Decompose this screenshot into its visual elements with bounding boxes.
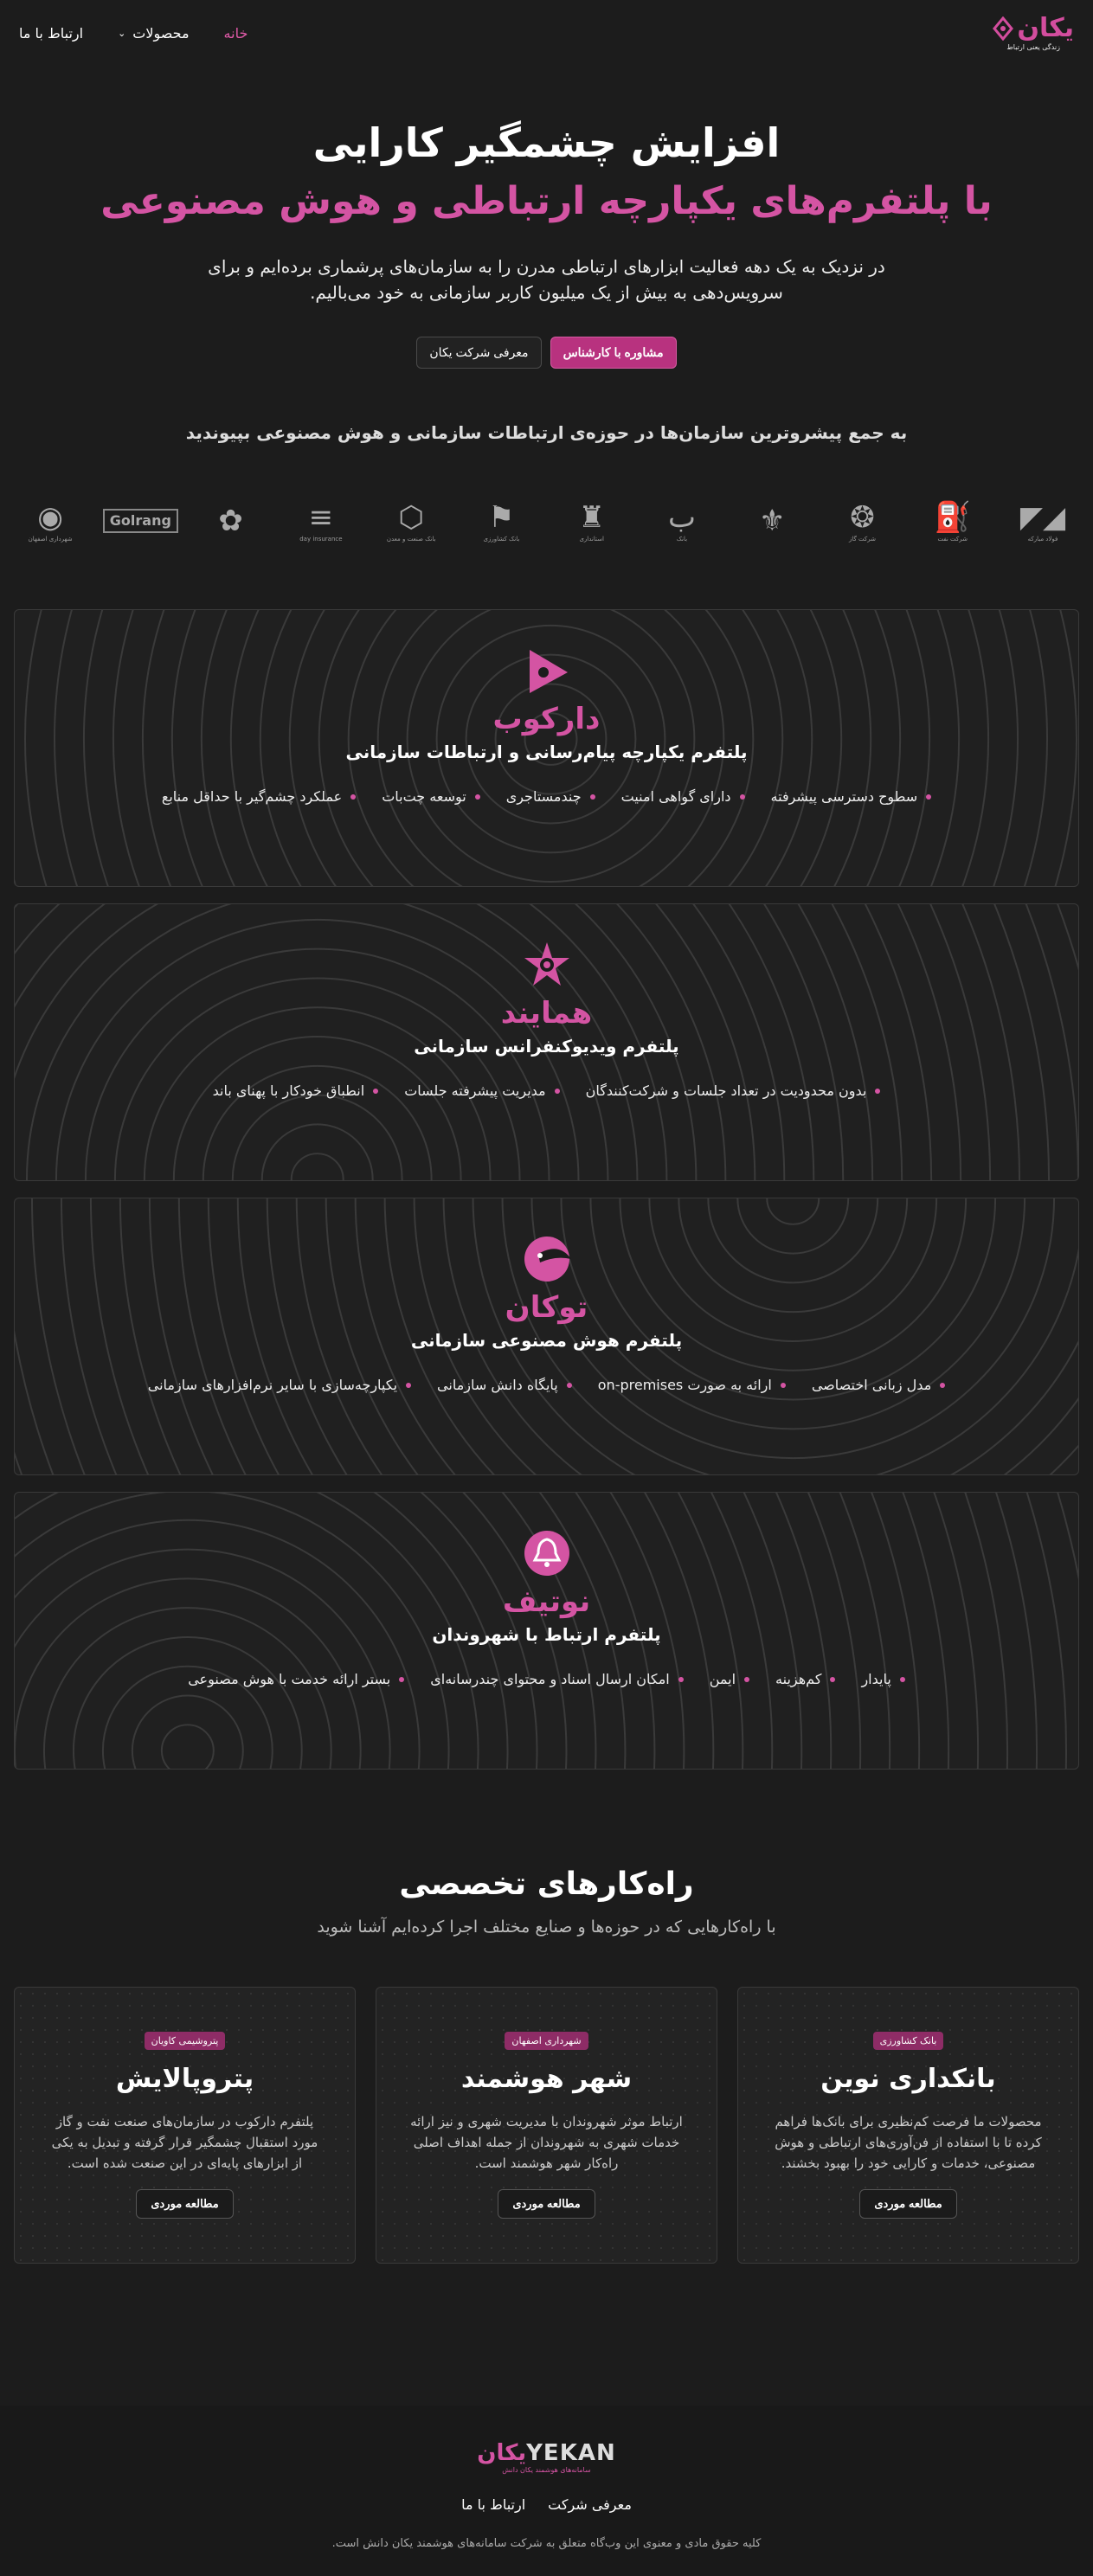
feature-text: بستر ارائه خدمت با هوش مصنوعی (188, 1671, 391, 1688)
hero-section (0, 66, 1093, 557)
product-card-content (15, 904, 1078, 1099)
bullet-dot-icon (399, 1677, 404, 1682)
solution-description: محصولات ما فرصت کم‌نظیری برای بانک‌ها فراهم کرده تا با استفاده از فن‌آوری‌های ارتباطی و هوش مصنوعی، خدمات و کارایی خود را بهبود بخشند. (775, 2114, 1042, 2172)
product-card[interactable] (14, 1198, 1079, 1475)
product-features (15, 788, 1078, 805)
partner-glyph: Golrang (103, 509, 178, 533)
nav-contact-label: ارتباط با ما (19, 24, 84, 42)
partner-glyph: ❂ (850, 500, 875, 536)
feature-text: مدل زبانی اختصاصی (811, 1377, 932, 1394)
case-study-button[interactable]: مطالعه موردی (498, 2189, 595, 2219)
solution-badge: پتروشیمی کاویان (145, 2032, 226, 2050)
feature-item (437, 1377, 572, 1393)
header (0, 0, 1093, 66)
solutions-cards (0, 1987, 1093, 2264)
copyright-text: کلیه حقوق مادی و معنوی این وب‌گاه متعلق به شرکت سامانه‌های هوشمند یکان دانش است. (331, 2537, 762, 2550)
footer (0, 2406, 1093, 2576)
bank-keshavarzi-logo (468, 492, 534, 553)
partner-caption: شهرداری اصفهان (28, 536, 73, 543)
partner-glyph: ♜ (578, 500, 605, 536)
product-subtitle: پلتفرم یکپارچه پیام‌رسانی و ارتباطات سازمانی (345, 742, 748, 763)
footer-logo-tagline: سامانه‌های هوشمند یکان دانش (502, 2466, 591, 2474)
oil-refinery-logo (920, 492, 986, 553)
bullet-dot-icon (875, 1089, 880, 1094)
nav-item-products[interactable] (118, 25, 189, 42)
bullet-dot-icon (373, 1089, 378, 1094)
feature-item (861, 1671, 904, 1687)
solution-card (737, 1987, 1079, 2264)
main-nav (19, 25, 248, 42)
logo-text: یکان (1017, 12, 1074, 43)
partners-title: به جمع پیشروترین سازمان‌ها در حوزه‌ی ارتباطات سازمانی و هوش مصنوعی بپیوندید (185, 422, 908, 444)
partner-glyph: ≡ (308, 500, 334, 536)
partner-glyph: ◉ (37, 500, 63, 536)
bullet-dot-icon (926, 794, 931, 800)
bullet-dot-icon (678, 1677, 684, 1682)
feature-item (430, 1671, 683, 1687)
partner-caption: شرکت گاز (848, 536, 876, 543)
day-insurance-logo (288, 492, 354, 553)
product-subtitle: پلتفرم ارتباط با شهروندان (432, 1624, 661, 1646)
feature-text: ارائه به صورت on-premises (597, 1377, 772, 1394)
partner-caption: شرکت نفت (937, 536, 968, 543)
product-name: توکان (505, 1290, 588, 1326)
logo[interactable] (993, 12, 1074, 51)
notif-icon (521, 1527, 573, 1579)
case-study-button[interactable]: مطالعه موردی (136, 2189, 233, 2219)
partner-glyph: ⛽ (934, 500, 971, 536)
solution-badge: شهرداری اصفهان (505, 2032, 588, 2050)
darkob-icon (521, 645, 573, 697)
product-name: نوتیف (502, 1584, 591, 1620)
product-card[interactable] (14, 609, 1079, 887)
feature-text: عملکرد چشم‌گیر با حداقل منابع (161, 788, 343, 806)
partner-glyph: ⚑ (488, 500, 515, 536)
solution-title: بانکداری نوین (820, 2064, 996, 2095)
solutions-subtitle: با راه‌کارهایی که در حوزه‌ها و صنایع مختلف اجرا کرده‌ایم آشنا شوید (317, 1918, 776, 1937)
feature-item (162, 788, 356, 805)
solutions-section (0, 1866, 1093, 2264)
partner-glyph: ⚜ (758, 504, 786, 539)
footer-logo[interactable] (0, 2440, 1093, 2466)
bullet-dot-icon (406, 1383, 411, 1388)
partner-caption: day insurance (299, 536, 343, 543)
partner-glyph: ⬡ (398, 500, 424, 536)
footer-links (0, 2496, 1093, 2513)
partner-caption: بانک کشاورزی (483, 536, 520, 543)
product-card[interactable] (14, 1492, 1079, 1770)
hero-subtitle: با پلتفرم‌های یکپارچه ارتباطی و هوش مصنوعی (100, 178, 993, 223)
hero-buttons (0, 337, 1093, 369)
product-subtitle: پلتفرم ویدیوکنفرانس سازمانی (414, 1036, 679, 1057)
emblem-logo (739, 492, 805, 553)
bullet-dot-icon (900, 1677, 905, 1682)
partner-caption: فولاد مبارکه (1027, 536, 1058, 543)
feature-item (404, 1082, 559, 1099)
bullet-dot-icon (744, 1677, 749, 1682)
bullet-dot-icon (940, 1383, 945, 1388)
solution-card (376, 1987, 717, 2264)
feature-text: انطباق خودکار با پهنای باند (212, 1082, 365, 1100)
product-features (15, 1082, 1078, 1099)
feature-text: توسعه چت‌بات (382, 788, 466, 806)
partner-glyph: ✿ (218, 504, 243, 539)
product-card[interactable] (14, 903, 1079, 1181)
feature-item (148, 1377, 411, 1393)
footer-logo-latin: YEKAN (526, 2440, 616, 2466)
feature-text: پایگاه دانش سازمانی (437, 1377, 558, 1394)
solution-title: پتروپالایش (115, 2064, 254, 2095)
partner-caption: استانداری (579, 536, 604, 543)
feature-item (213, 1082, 379, 1099)
solution-description: پلتفرم دارکوب در سازمان‌های صنعت نفت و گاز مورد استقبال چشمگیر قرار گرفته و تبدیل به یکی از ابزارهای پایه‌ای در این صنعت شده است. (51, 2114, 318, 2172)
feature-item (621, 788, 745, 805)
partner-glyph: ◢◤ (1019, 500, 1066, 536)
feature-item (775, 1671, 835, 1687)
solution-badge: بانک کشاورزی (873, 2032, 944, 2050)
bullet-dot-icon (567, 1383, 572, 1388)
partner-caption: بانک (676, 536, 688, 543)
isfahan-municipality-logo (17, 492, 83, 553)
bank-sanat-madan-logo (378, 492, 444, 553)
feature-item (586, 1082, 881, 1099)
bullet-dot-icon (740, 794, 745, 800)
products-section (0, 609, 1093, 1770)
feature-item (598, 1377, 786, 1393)
company-intro-button[interactable]: معرفی شرکت یکان (416, 337, 541, 369)
product-card-content (15, 1198, 1078, 1393)
nav-item-contact[interactable] (19, 25, 83, 42)
bullet-dot-icon (475, 794, 480, 800)
governorate-logo (559, 492, 625, 553)
footer-logo-fa: یکان (477, 2440, 527, 2466)
bullet-dot-icon (350, 794, 356, 800)
feature-item (506, 788, 595, 805)
hamayand-icon (521, 939, 573, 991)
feature-item (710, 1671, 749, 1687)
bullet-dot-icon (830, 1677, 835, 1682)
solution-card (14, 1987, 356, 2264)
partner-caption: بانک صنعت و معدن (386, 536, 436, 543)
feature-text: امکان ارسال اسناد و محتوای چندرسانه‌ای (430, 1671, 670, 1688)
hero-description: در نزدیک به یک دهه فعالیت ابزارهای ارتباطی مدرن را به سازمان‌های پرشماری برده‌ایم و برای سرویس‌دهی به بیش از یک میلیون کاربر سازمانی به خود می‌بالیم. (208, 256, 885, 304)
solutions-title: راه‌کارهای تخصصی (399, 1866, 694, 1903)
feature-text: یکپارچه‌سازی با سایر نرم‌افزارهای سازمانی (147, 1377, 398, 1394)
footer-link-about[interactable]: معرفی شرکت (548, 2496, 632, 2513)
feature-text: بدون محدودیت در تعداد جلسات و شرکت‌کنندگان (585, 1082, 867, 1100)
footer-link-contact[interactable]: ارتباط با ما (461, 2496, 526, 2513)
solution-title: شهر هوشمند (460, 2064, 633, 2095)
partners-logos (0, 488, 1093, 557)
solution-description: ارتباط موثر شهروندان با مدیریت شهری و نیز ارائه خدمات شهری به شهروندان از جمله اهداف اصلی راه‌کار شهر هوشمند است. (410, 2114, 683, 2172)
product-subtitle: پلتفرم هوش مصنوعی سازمانی (410, 1330, 683, 1352)
bank-logo (649, 492, 715, 553)
product-card-content (15, 610, 1078, 805)
case-study-button[interactable]: مطالعه موردی (859, 2189, 956, 2219)
feature-text: چندمستاجری (505, 788, 582, 806)
feature-text: پایدار (861, 1671, 891, 1688)
feature-text: مدیریت پیشرفته جلسات (404, 1082, 546, 1100)
logo-tagline: زندگی یعنی ارتباط (1006, 42, 1060, 51)
bullet-dot-icon (781, 1383, 786, 1388)
toucan-icon (521, 1233, 573, 1285)
product-name: دارکوب (492, 702, 601, 737)
golrang-logo (107, 492, 173, 553)
red-crescent-logo (198, 492, 264, 553)
feature-text: ایمن (709, 1671, 736, 1688)
logo-mark (993, 12, 1074, 43)
feature-item (771, 788, 932, 805)
partner-glyph: ب (667, 500, 696, 536)
gas-company-logo (829, 492, 895, 553)
chevron-down-icon: ⌄ (118, 27, 126, 39)
feature-text: سطوح دسترسی پیشرفته (770, 788, 918, 806)
feature-item (812, 1377, 945, 1393)
logo-glyph-icon (993, 16, 1013, 41)
product-features (15, 1377, 1078, 1393)
product-card-content (15, 1493, 1078, 1687)
nav-products-label: محصولات (132, 24, 190, 42)
feature-item (382, 788, 480, 805)
consult-expert-button[interactable]: مشاوره با کارشناس (550, 337, 677, 369)
product-features (15, 1671, 1078, 1687)
mobarakeh-steel-logo (1010, 492, 1076, 553)
bullet-dot-icon (555, 1089, 560, 1094)
nav-home-label: خانه (223, 24, 248, 42)
bullet-dot-icon (590, 794, 595, 800)
feature-text: کم‌هزینه (775, 1671, 822, 1688)
product-name: همایند (500, 996, 593, 1031)
feature-text: دارای گواهی امنیت (620, 788, 731, 806)
nav-item-home[interactable] (224, 25, 248, 42)
hero-title: افزایش چشمگیر کارایی (312, 119, 781, 166)
feature-item (188, 1671, 404, 1687)
